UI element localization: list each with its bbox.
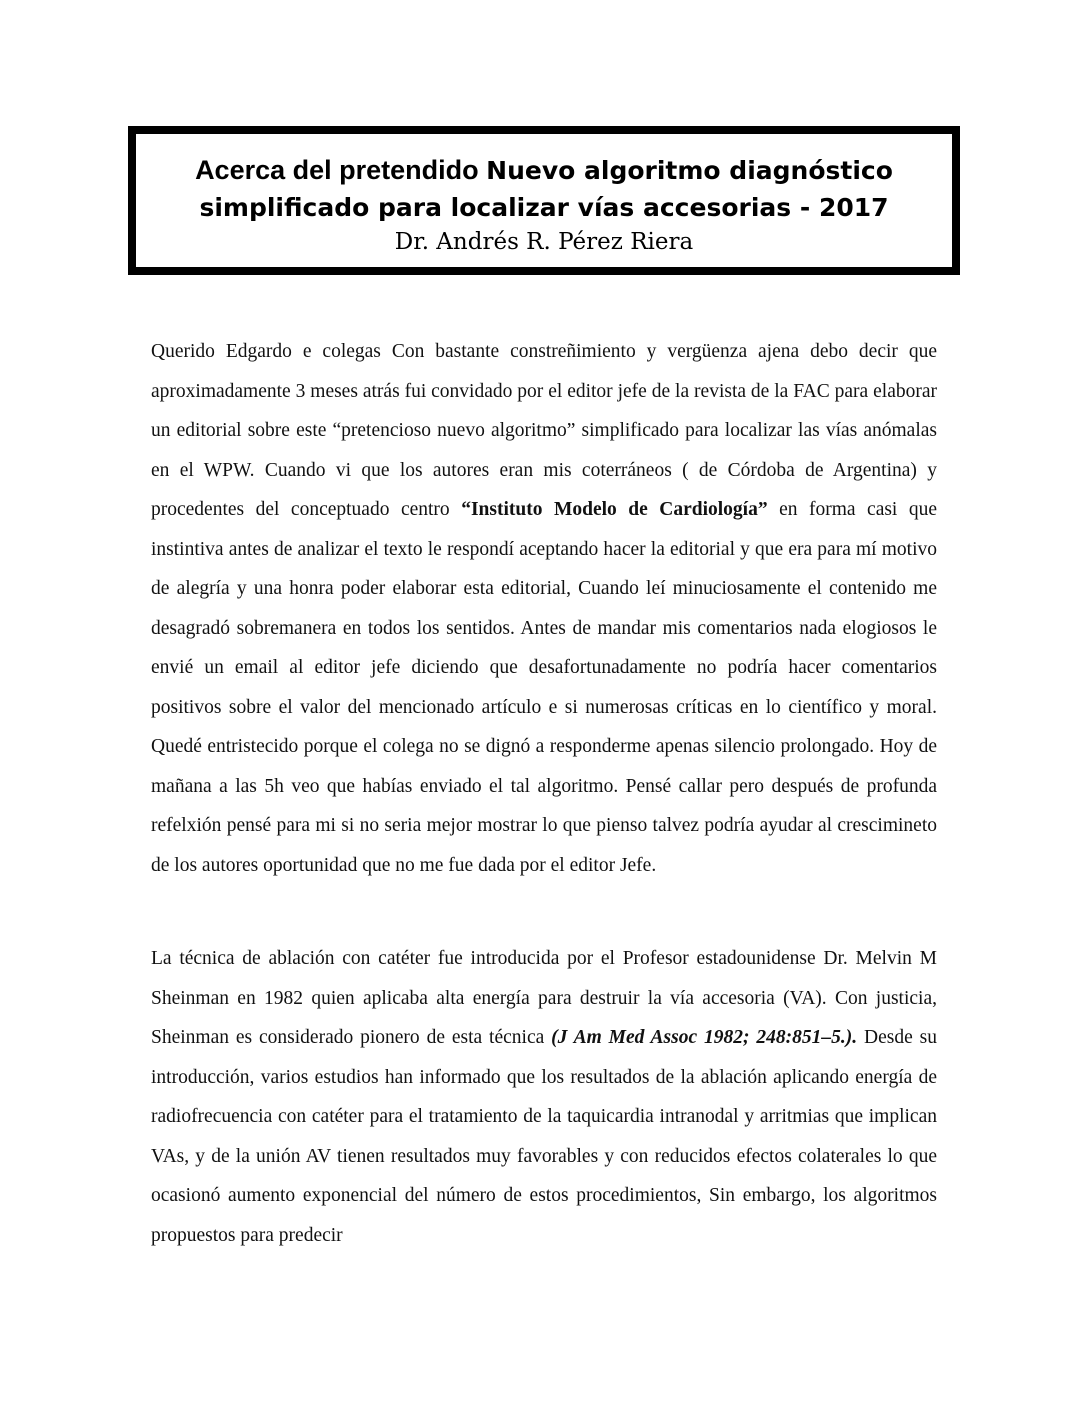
paragraph-2 [151, 939, 937, 1255]
citation: (J Am Med Assoc 1982; 248:851–5.). [551, 1027, 858, 1048]
paragraph-1-text-a: Querido Edgardo e colegas Con bastante constreñimiento y vergüenza ajena debo decir que aproximadamente 3 meses atrás fui convidado por el editor jefe de la revista de la FAC para elaborar un editorial sobre este “pretencioso nuevo algoritmo” simplificado para localizar las vías anómalas en el WPW. Cuando vi que los autores eran mis coterráneos ( de Córdoba de Argentina) y procedentes del conceptuado centro [151, 341, 937, 520]
paragraph-1-text-b: en forma casi que instintiva antes de analizar el texto le respondí aceptando hacer la editorial y que era para mí motivo de alegría y una honra poder elaborar esta editorial, Cuando leí minuciosamente el contenido me desagradó sobremanera en todos los sentidos. Antes de mandar mis comentarios nada elogiosos le envié un email al editor jefe diciendo que desafortunadamente no podría hacer comentarios positivos sobre el valor del mencionado artículo e si numerosas críticas en lo científico y moral. Quedé entristecido porque el colega no se dignó a responderme apenas silencio prolongado. Hoy de mañana a las 5h veo que habías enviado el tal algoritmo. Pensé callar pero después de profunda refelxión pensé para mi si no seria mejor mostrar lo que pienso talvez podría ayudar al crescimineto de los autores oportunidad que no me fue dada por el editor Jefe. [151, 499, 938, 876]
paragraph-2-text-b: Desde su introducción, varios estudios han informado que los resultados de la ablación aplicando energía de radiofrecuencia con catéter para el tratamiento de la taquicardia intranodal y arritmias que implican VAs, y de la unión AV tienen resultados muy favorables y con reducidos efectos colaterales lo que ocasionó aumento exponencial del número de estos procedimientos, Sin embargo, los algoritmos propuestos para predecir [151, 1027, 937, 1246]
title-main-start: Nuevo algoritmo diagnóstico [486, 156, 893, 185]
title-line-1 [136, 154, 952, 187]
paragraph-1 [151, 332, 937, 885]
title-prefix: Acerca del pretendido [195, 155, 479, 185]
author-name: Dr. Andrés R. Pérez Riera [394, 229, 694, 255]
title-line-2: simplificado para localizar vías accesorias - 2017 [199, 193, 889, 222]
paragraph-2-text-a: La técnica de ablación con catéter fue introducida por el Profesor estadounidense Dr. Melvin M Sheinman en 1982 quien aplicaba alta energía para destruir la vía accesoria (VA). Con justicia, Sheinman es considerado pionero de esta técnica [151, 948, 937, 1048]
title-box [128, 126, 960, 275]
institute-name: “Instituto Modelo de Cardiología” [461, 499, 768, 520]
